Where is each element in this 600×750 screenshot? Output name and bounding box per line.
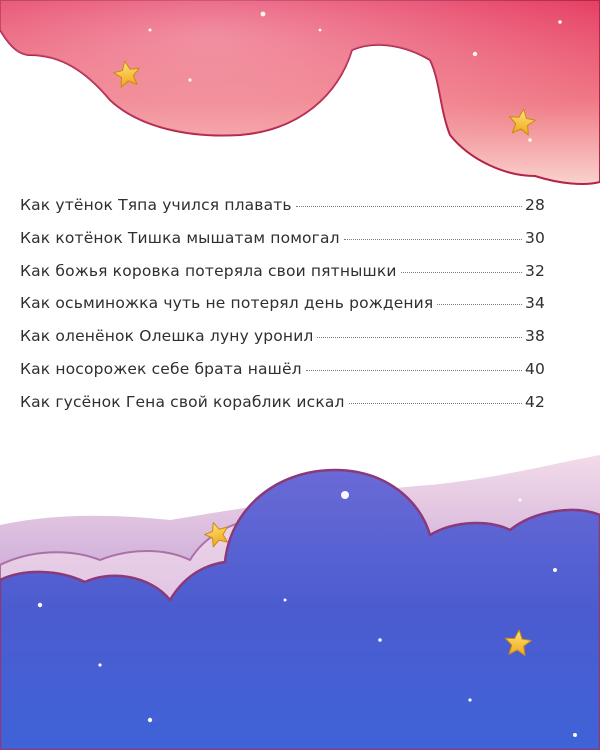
table-of-contents <box>20 196 545 426</box>
toc-leader-dots <box>296 206 522 207</box>
toc-leader-dots <box>344 239 522 240</box>
toc-entry-page: 32 <box>524 261 545 280</box>
toc-entry-title: Как котёнок Тишка мышатам помогал <box>20 228 340 247</box>
toc-entry-title: Как носорожек себе брата нашёл <box>20 359 302 378</box>
toc-entry-page: 38 <box>524 327 545 346</box>
toc-entry-title: Как божья коровка потеряла свои пятнышки <box>20 261 397 280</box>
toc-entry-title: Как осьминожка чуть не потерял день рождения <box>20 294 434 313</box>
toc-entry[interactable] <box>20 229 545 262</box>
toc-leader-dots <box>317 337 521 338</box>
toc-leader-dots <box>401 272 522 273</box>
toc-entry-page: 34 <box>524 294 545 313</box>
toc-entry[interactable] <box>20 196 545 229</box>
toc-entry[interactable] <box>20 393 545 426</box>
toc-entry[interactable] <box>20 360 545 393</box>
toc-entry-page: 28 <box>524 196 545 214</box>
toc-entry-page: 42 <box>524 392 545 411</box>
toc-entry-title: Как утёнок Тяпа учился плавать <box>20 196 292 214</box>
toc-entry-page: 30 <box>524 228 545 247</box>
toc-entry[interactable] <box>20 262 545 295</box>
toc-entry-page: 40 <box>524 359 545 378</box>
toc-entry[interactable] <box>20 294 545 327</box>
toc-entry[interactable] <box>20 327 545 360</box>
toc-entry-title: Как оленёнок Олешка луну уронил <box>20 327 314 346</box>
toc-entry-title: Как гусёнок Гена свой кораблик искал <box>20 392 345 411</box>
toc-leader-dots <box>349 403 522 404</box>
toc-leader-dots <box>437 304 522 305</box>
toc-leader-dots <box>306 370 522 371</box>
